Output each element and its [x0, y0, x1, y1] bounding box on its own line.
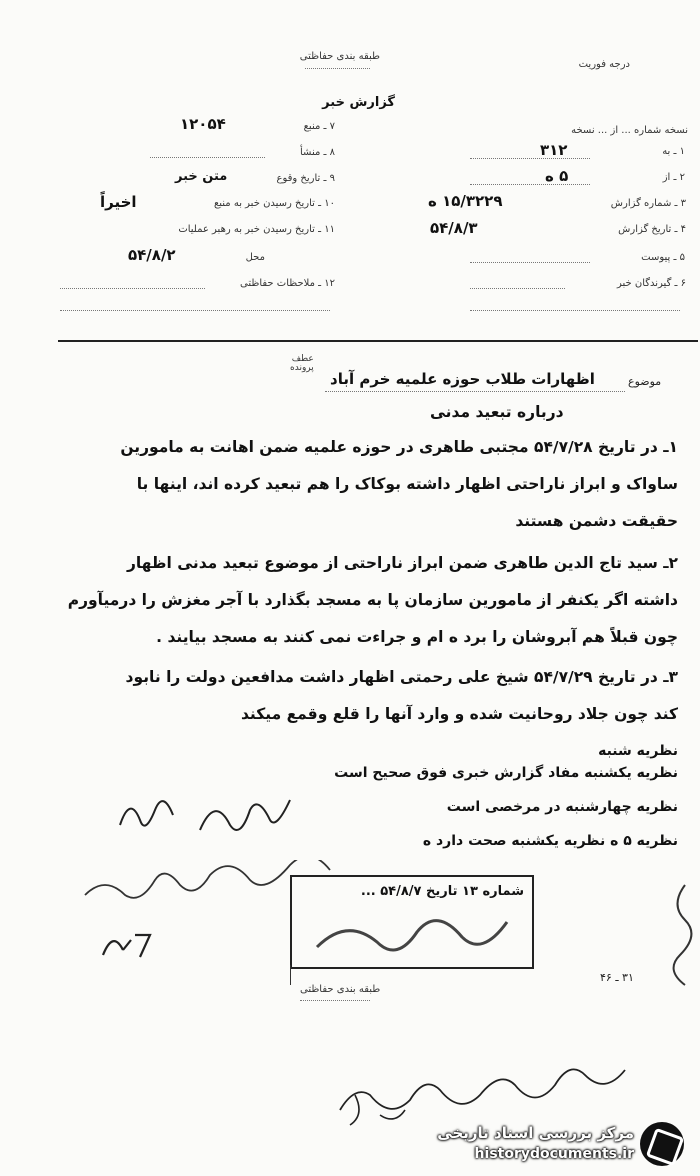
opinion-line: نظریه چهارشنبه در مرخصی است [446, 799, 678, 815]
body-heading: درباره تبعید مدنی [430, 403, 564, 421]
field-report-number-value: ۱۵/۳۲۲۹ ه [428, 192, 503, 210]
field-report-date-value: ۵۴/۸/۳ [430, 219, 478, 237]
footer-number: ۳۱ ـ ۴۶ [600, 971, 634, 984]
priority-label: درجه فوریت [578, 59, 630, 70]
stamp-text: شماره ۱۳ تاریخ ۵۴/۸/۷ ... [360, 884, 524, 899]
opinion-line: نظریه شنبه [598, 743, 678, 759]
divider [470, 288, 565, 289]
field-place-value: ۵۴/۸/۲ [128, 246, 176, 264]
form-title: گزارش خبر [322, 95, 395, 110]
field-recipients-label: ۶ ـ گیرندگان خبر [616, 278, 686, 289]
field-received-leader-label: ۱۱ ـ تاریخ رسیدن خبر به رهبر عملیات [178, 224, 335, 235]
field-from-label: ۲ ـ از [662, 172, 685, 183]
divider [325, 391, 625, 392]
field-report-date-label: ۴ ـ تاریخ گزارش [618, 224, 686, 235]
archive-logo-icon [640, 1122, 684, 1166]
divider [470, 184, 590, 185]
classification-top: طبقه بندی حفاظتی [299, 51, 380, 62]
divider [470, 262, 590, 263]
field-to-value: ۳۱۲ [540, 141, 568, 159]
watermark-url: historydocuments.ir [474, 1146, 634, 1162]
field-occurrence-value: متن خبر [175, 169, 228, 184]
handwritten-number [95, 925, 165, 965]
field-copy-number: نسخه شماره ... از ... نسخه [571, 125, 688, 136]
divider [60, 288, 205, 289]
divider [290, 965, 291, 985]
field-from-value: ۵ ه [545, 167, 569, 185]
divider [60, 310, 330, 311]
stamp [290, 875, 534, 969]
divider [150, 157, 265, 158]
body-line: ۲ـ سید تاج الدین طاهری ضمن ابراز ناراحتی از موضوع تبعید مدنی اظهار [126, 554, 678, 572]
field-security-notes-label: ۱۲ ـ ملاحظات حفاظتی [240, 278, 335, 289]
field-place-label: محل [245, 252, 265, 263]
field-to-label: ۱ ـ به [662, 146, 685, 157]
subject-text: اظهارات طلاب حوزه علمیه خرم آباد [330, 370, 595, 388]
stamp-scribble [312, 907, 512, 962]
body-line: حقیقت دشمن هستند [515, 512, 678, 530]
divider [305, 68, 370, 69]
field-received-source-value: اخیراً [100, 193, 137, 211]
body-line: کند چون جلاد روحانیت شده و وارد آنها را قلع وقمع میکند [240, 705, 678, 723]
divider [470, 158, 590, 159]
signature-scribble [110, 785, 310, 845]
field-received-source-label: ۱۰ ـ تاریخ رسیدن خبر به منبع [213, 198, 335, 209]
watermark [420, 1118, 690, 1170]
field-source-value: ۱۲۰۵۴ [180, 115, 226, 133]
field-occurrence-label: ۹ ـ تاریخ وقوع [276, 173, 335, 184]
classification-bottom: طبقه بندی حفاظتی [300, 984, 381, 995]
subject-label: موضوع [628, 375, 662, 388]
watermark-title: مرکز بررسی اسناد تاریخی [437, 1124, 634, 1142]
field-attachment-label: ۵ ـ پیوست [641, 252, 685, 263]
field-report-number-label: ۳ ـ شماره گزارش [610, 198, 686, 209]
opinion-line: نظریه یکشنبه مفاد گزارش خبری فوق صحیح است [334, 765, 678, 781]
divider [470, 310, 680, 311]
header-separator [58, 340, 698, 342]
opinion-line: نظریه ۵ ه نظریه یکشنبه صحت دارد ه [422, 833, 678, 849]
body-line: ساواک و ابراز ناراحتی اظهار داشته بوکاک را هم تبعید کرده اند، اینها با [136, 475, 678, 493]
margin-scribble [655, 880, 695, 990]
field-origin-label: ۸ ـ منشأ [299, 147, 335, 158]
body-line: ۳ـ در تاریخ ۵۴/۷/۲۹ شیخ علی رحمتی اظهار داشت مدافعین دولت را نابود [125, 668, 678, 686]
body-line: داشته اگر یکنفر از مامورین سازمان پا به مسجد بگذارد با آجر مغزش را درمیآورم [67, 591, 678, 609]
body-line: چون قبلاً هم آبروشان را برد ه ام و جراءت نمی کنند به مسجد بیایند . [156, 628, 678, 646]
body-line: ۱ـ در تاریخ ۵۴/۷/۲۸ مجتبی طاهری در حوزه علمیه ضمن اهانت به مامورین [120, 438, 678, 456]
subject-side-note: عطف پرونده [290, 354, 314, 373]
divider [300, 1000, 370, 1001]
field-source-label: ۷ ـ منبع [303, 121, 335, 132]
